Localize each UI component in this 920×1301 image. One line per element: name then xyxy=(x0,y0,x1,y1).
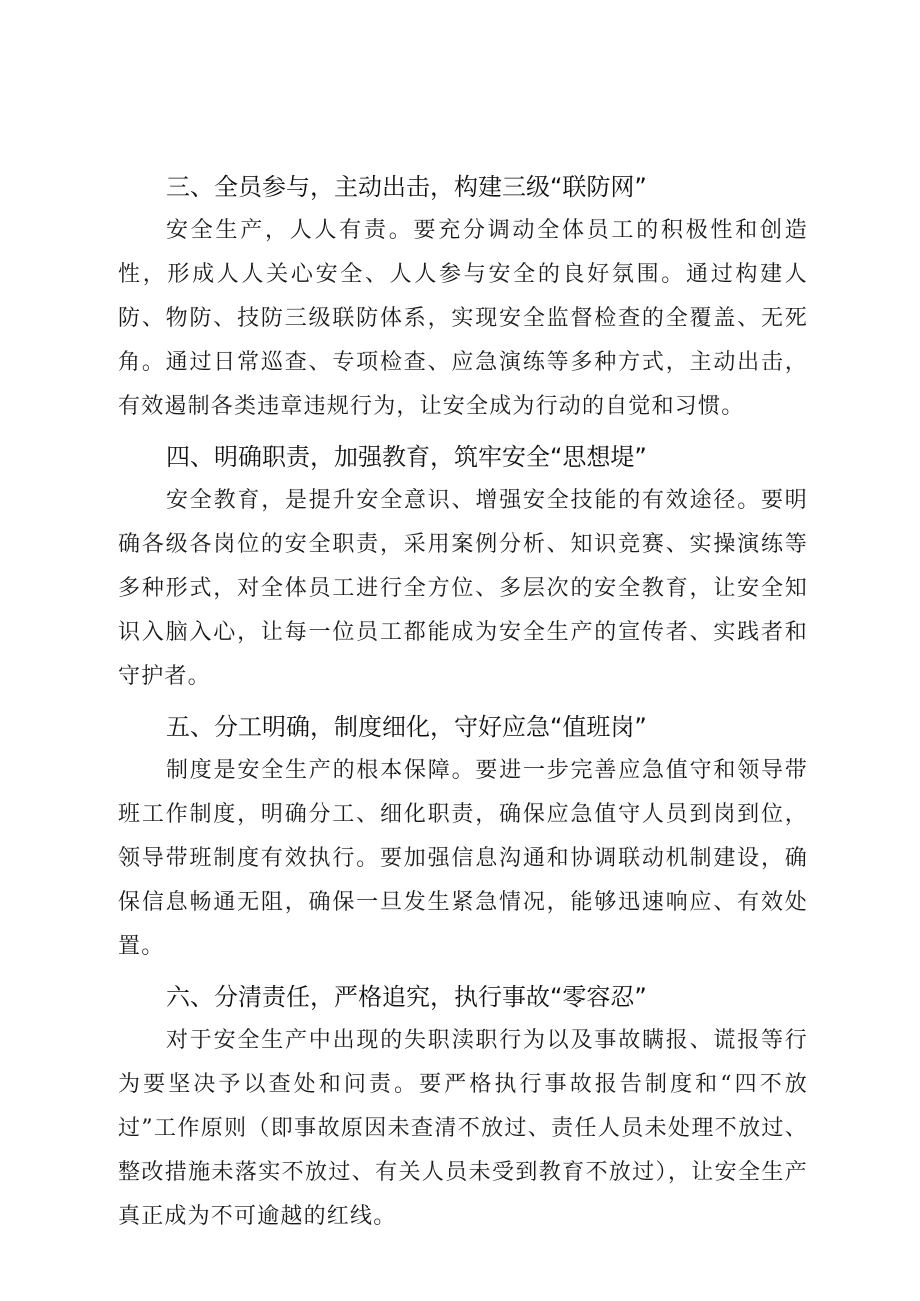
section-heading: 四、明确职责，加强教育，筑牢安全“思想堤” xyxy=(166,443,647,471)
section-paragraph: 制度是安全生产的根本保障。要进一步完善应急值守和领导带班工作制度，明确分工、细化职责，确保应急值守人员到岗到位，领导带班制度有效执行。要加强信息沟通和协调联动机制建设，确保信息畅通无阻，确保一旦发生紧急情况，能够迅速响应、有效处置。 xyxy=(118,758,808,959)
section-heading: 六、分清责任，严格追究，执行事故“零容忍” xyxy=(166,983,647,1011)
section-paragraph: 安全教育，是提升安全意识、增强安全技能的有效途径。要明确各级各岗位的安全职责，采用案例分析、知识竞赛、实操演练等多种形式，对全体员工进行全方位、多层次的安全教育，让安全知识入脑入心，让每一位员工都能成为安全生产的宣传者、实践者和守护者。 xyxy=(118,488,808,689)
section-6 xyxy=(118,975,808,1239)
section-paragraph: 安全生产，人人有责。要充分调动全体员工的积极性和创造性，形成人人关心安全、人人参与安全的良好氛围。通过构建人防、物防、技防三级联防体系，实现安全监督检查的全覆盖、无死角。通过日常巡查、专项检查、应急演练等多种方式，主动出击，有效遏制各类违章违规行为，让安全成为行动的自觉和习惯。 xyxy=(118,218,808,419)
section-3 xyxy=(118,165,808,429)
section-5 xyxy=(118,705,808,969)
section-4 xyxy=(118,435,808,699)
section-paragraph: 对于安全生产中出现的失职渎职行为以及事故瞒报、谎报等行为要坚决予以查处和问责。要严格执行事故报告制度和“四不放过”工作原则（即事故原因未查清不放过、责任人员未处理不放过、整改措施未落实不放过、有关人员未受到教育不放过），让安全生产真正成为不可逾越的红线。 xyxy=(118,1028,808,1229)
document-body xyxy=(118,165,808,1245)
section-heading: 三、全员参与，主动出击，构建三级“联防网” xyxy=(166,173,647,201)
section-heading: 五、分工明确，制度细化，守好应急“值班岗” xyxy=(166,713,647,741)
